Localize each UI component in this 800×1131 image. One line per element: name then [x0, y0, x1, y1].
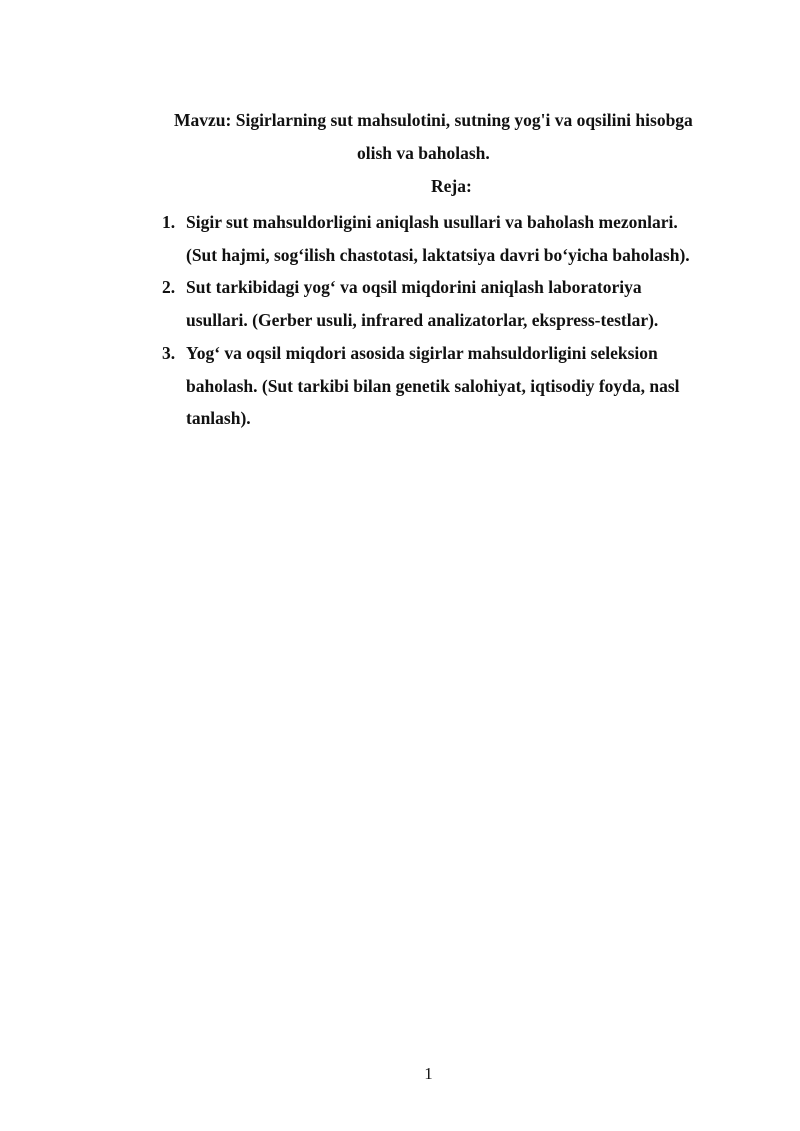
plan-item-number: 3.: [162, 342, 176, 363]
plan-item-line: usullari. (Gerber usuli, infrared analizatorlar, ekspress-testlar).: [186, 310, 659, 331]
plan-item-line: Yog‘ va oqsil miqdori asosida sigirlar mahsuldorligini seleksion: [186, 342, 658, 363]
plan-list: [162, 206, 762, 435]
plan-item-2: [162, 271, 762, 336]
plan-item-line: Sut tarkibidagi yog‘ va oqsil miqdorini aniqlash laboratoriya: [186, 277, 642, 298]
title-line-1: Mavzu: Sigirlarning sut mahsulotini, sutning yog'i va oqsilini hisobga: [174, 110, 693, 130]
page-number: 1: [424, 1064, 433, 1083]
plan-item-3: [162, 337, 762, 435]
plan-item-1: [162, 206, 762, 271]
plan-item-number: 2.: [162, 277, 176, 298]
plan-heading: Reja:: [431, 176, 472, 196]
plan-item-line: tanlash).: [186, 408, 251, 429]
title-line-2: olish va baholash.: [357, 143, 490, 163]
plan-item-line: Sigir sut mahsuldorligini aniqlash usullari va baholash mezonlari.: [186, 212, 678, 232]
plan-item-line: baholash. (Sut tarkibi bilan genetik salohiyat, iqtisodiy foyda, nasl: [186, 375, 680, 396]
plan-item-number: 1.: [162, 212, 176, 232]
plan-item-line: (Sut hajmi, sog‘ilish chastotasi, laktatsiya davri bo‘yicha baholash).: [186, 244, 690, 265]
